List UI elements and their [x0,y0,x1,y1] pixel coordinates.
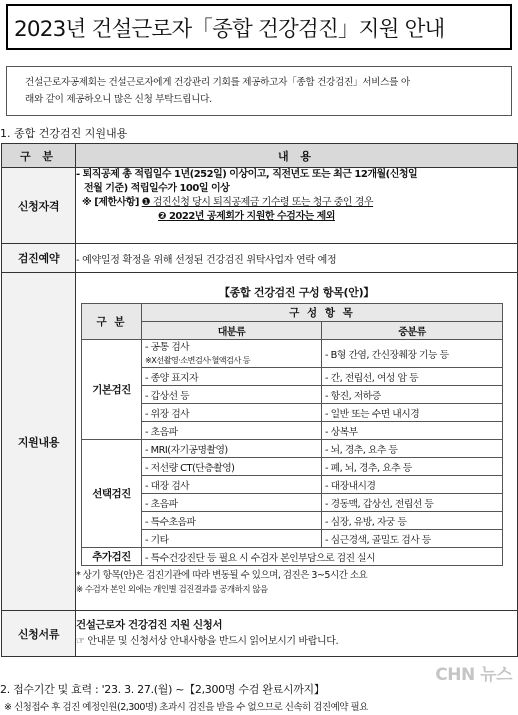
table-header-row [2,144,518,168]
note-2: ※ 수검자 본인 외에는 개인별 검진결과를 공개하지 않음 [76,585,268,595]
major-cell: - 초음파 [142,494,322,512]
support-table [1,143,518,657]
major-cell: - 저선량 CT(단층촬영) [142,458,322,476]
table-row [82,386,503,404]
major-text: - 공통 검사 [145,341,190,353]
major-cell: - 갑상선 등 [142,386,322,404]
intro-line-2: 래와 같이 제공하오니 많은 신청 부탁드립니다. [25,94,212,105]
documents-label: 신청서류 [2,611,76,657]
reservation-row [2,244,518,273]
exam-items-table [81,303,503,566]
intro-line-1: 건설근로자공제회는 건설근로자에게 건강관리 기회를 제공하고자「종합 건강검진」서비스를 아 [25,77,410,88]
table-row [82,494,503,512]
documents-line-1: 건설근로자 건강검진 지원 신청서 [76,618,223,631]
table-row [82,476,503,494]
table-row [82,404,503,422]
inner-header-category: 구 분 [82,304,142,340]
eligibility-row [2,168,518,244]
inner-header-minor: 중분류 [322,322,503,340]
restriction-1: ❶ 검진신청 당시 퇴직공제금 기수령 또는 청구 중인 경우 [141,197,374,208]
inner-header-major: 대분류 [142,322,322,340]
watermark: CHN 뉴스 [435,665,512,685]
support-items-title: 【종합 건강검진 구성 항목(안)】 [218,286,375,299]
eligibility-content [76,168,518,244]
major-cell [142,340,322,368]
group-basic: 기본검진 [82,340,142,440]
minor-cell: - 폐, 뇌, 경추, 요추 등 [322,458,503,476]
table-row [82,340,503,368]
reservation-label: 검진예약 [2,244,76,273]
major-cell: - 특수초음파 [142,512,322,530]
table-row [82,422,503,440]
minor-cell: - 대장내시경 [322,476,503,494]
minor-cell: - B형 간염, 간신장췌장 기능 등 [322,340,503,368]
minor-cell: - 간, 전립선, 여성 암 등 [322,368,503,386]
additional-text: - 특수건강진단 등 필요 시 수검자 본인부담으로 검진 실시 [142,548,503,566]
minor-cell: - 뇌, 경추, 요추 등 [322,440,503,458]
major-cell: - MRI(자기공명촬영) [142,440,322,458]
support-content [76,273,518,611]
table-row [82,458,503,476]
minor-cell: - 항진, 저하증 [322,386,503,404]
minor-cell: - 일반 또는 수면 내시경 [322,404,503,422]
major-subtext: ※X선촬영·소변검사·혈액검사 등 [145,354,250,365]
major-cell: - 기타 [142,530,322,548]
inner-header-items: 구 성 항 목 [142,304,503,322]
section-1-heading: 1. 종합 건강검진 지원내용 [0,127,128,140]
section-2-heading: 2. 접수기간 및 효력 : '23. 3. 27.(월) ~【2,300명 수검 완료시까지】 [0,683,325,696]
support-label: 지원내용 [2,273,76,611]
reservation-text: - 예약일정 확정을 위해 선정된 건강검진 위탁사업자 연락 예정 [76,244,518,273]
intro-box [6,66,512,116]
table-row [82,530,503,548]
table-row [82,440,503,458]
table-row [82,512,503,530]
header-category: 구 분 [2,144,76,168]
support-notes [76,566,517,598]
eligibility-line-2: 전월 기준) 적립일수가 100일 이상 [84,183,230,194]
documents-row [2,611,518,657]
footnote: ※ 신청접수 후 검진 예정인원(2,300명) 초과시 검진을 받을 수 없으므로 신속히 검진예약 필요 [4,702,368,713]
documents-content [76,611,518,657]
table-row [82,368,503,386]
eligibility-label: 신청자격 [2,168,76,244]
minor-cell: - 심장, 유방, 자궁 등 [322,512,503,530]
table-row [82,548,503,566]
documents-line-2: ☞ 안내문 및 신청서상 안내사항을 반드시 읽어보시기 바랍니다. [76,635,339,647]
restriction-label: ※ [제한사항] [82,197,139,208]
group-additional: 추가검진 [82,548,142,566]
note-1: * 상기 항목(안)은 검진기관에 따라 변동될 수 있으며, 검진은 3~5시간 소요 [76,570,368,581]
page-title: 2023년 건설근로자「종합 건강검진」지원 안내 [6,4,512,50]
minor-cell: - 심근경색, 골밀도 검사 등 [322,530,503,548]
minor-cell: - 경동맥, 갑상선, 전립선 등 [322,494,503,512]
major-cell: - 대장 검사 [142,476,322,494]
group-optional: 선택검진 [82,440,142,548]
major-cell: - 종양 표지자 [142,368,322,386]
eligibility-line-1: - 퇴직공제 총 적립일수 1년(252일) 이상이고, 직전년도 또는 최근 12개월(신청일 [76,169,418,180]
restriction-2: ❷ 2022년 공제회가 지원한 수검자는 제외 [158,211,335,222]
minor-cell: - 상복부 [322,422,503,440]
header-content: 내 용 [76,144,518,168]
support-row [2,273,518,611]
major-cell: - 위장 검사 [142,404,322,422]
major-cell: - 초음파 [142,422,322,440]
